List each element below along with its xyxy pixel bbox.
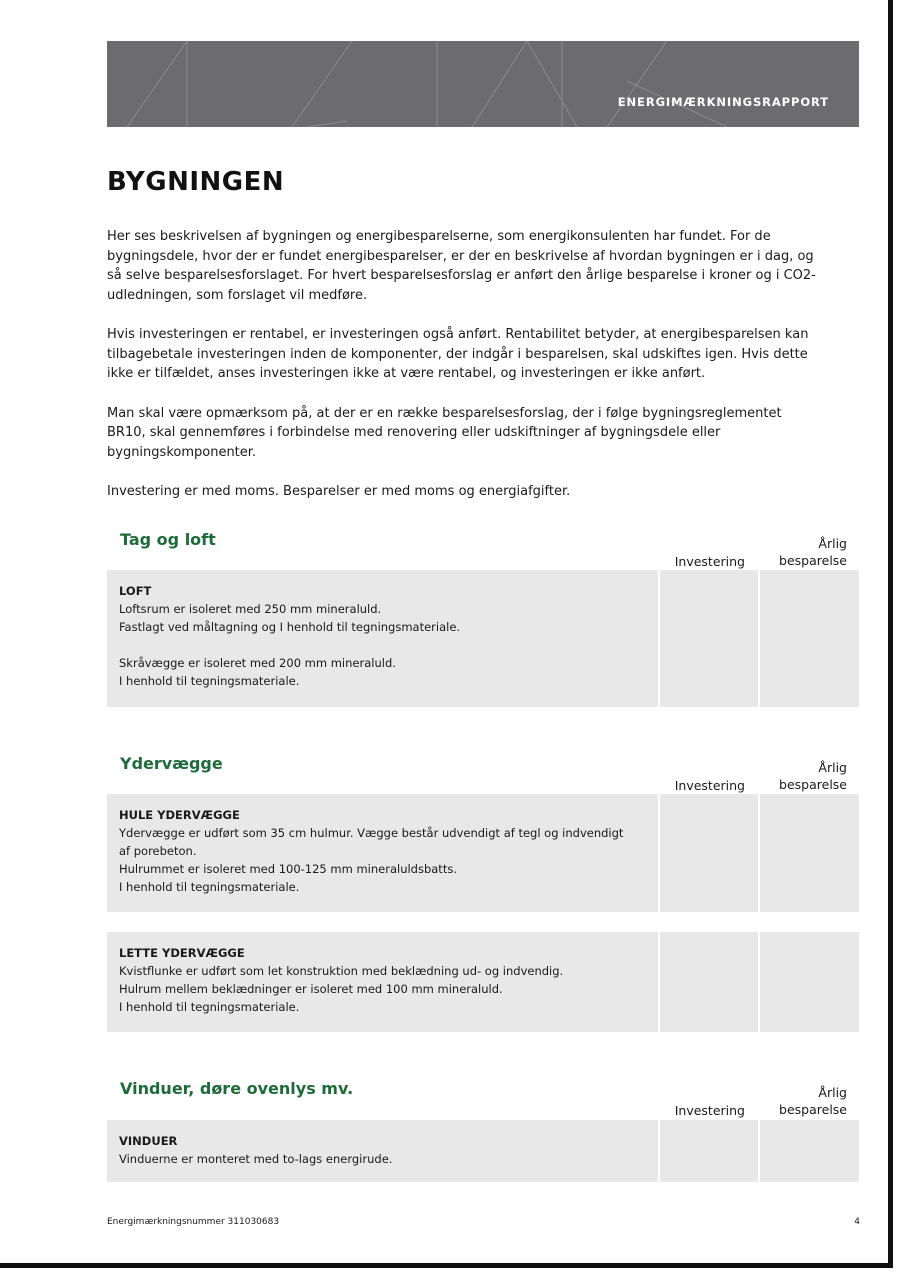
column-header-line: besparelse — [779, 553, 847, 568]
row-line: af porebeton. — [119, 844, 197, 858]
row-description — [107, 1120, 658, 1182]
table-row-vinduer — [107, 1120, 859, 1182]
row-line: Hulrum mellem beklædninger er isoleret med 100 mm mineraluld. — [119, 982, 503, 996]
investering-cell — [660, 932, 758, 1032]
column-header-aarlig-besparelse — [779, 535, 847, 569]
column-header-investering: Investering — [674, 778, 745, 793]
banner-pattern — [107, 41, 859, 127]
intro-paragraph: Hvis investeringen er rentabel, er investeringen også anført. Rentabilitet betyder, at energibesparelsen kan tilbagebetale investeringen inden de komponenter, der indgår i besparelsen, skal udskiftes igen. Hvis dette ikke er tilfældet, anses investeringen ikke at være rentabel, og investeringen er ikke anført. — [107, 327, 809, 381]
column-header-investering: Investering — [674, 554, 745, 569]
row-description — [107, 932, 658, 1032]
investering-cell — [660, 794, 758, 912]
section-title: Vinduer, døre ovenlys mv. — [120, 1079, 354, 1098]
table-row-lette-ydervaegge — [107, 932, 859, 1032]
footer-page-number: 4 — [854, 1217, 860, 1227]
row-title: LOFT — [119, 584, 152, 598]
page-title: BYGNINGEN — [107, 167, 285, 197]
besparelse-cell — [760, 570, 859, 707]
row-line: Hulrummet er isoleret med 100-125 mm mineraluldsbatts. — [119, 862, 457, 876]
column-header-line: Årlig — [818, 1085, 847, 1100]
besparelse-cell — [760, 794, 859, 912]
section-title: Ydervægge — [120, 754, 223, 773]
intro-paragraph: Investering er med moms. Besparelser er med moms og energiafgifter. — [107, 484, 571, 499]
row-gap — [119, 636, 646, 654]
intro-paragraph: Man skal være opmærksom på, at der er en række besparelsesforslag, der i følge bygningsreglementet BR10, skal gennemføres i forbindelse med renovering eller udskiftninger af bygningsdele eller bygningskomponenter. — [107, 405, 782, 460]
section-header-vinduer — [107, 1072, 859, 1122]
investering-cell — [660, 1120, 758, 1182]
intro-text — [107, 227, 819, 522]
table-row-hule-ydervaegge — [107, 794, 859, 912]
row-line: Kvistflunke er udført som let konstruktion med beklædning ud- og indvendig. — [119, 964, 564, 978]
row-line: I henhold til tegningsmateriale. — [119, 1000, 300, 1014]
row-line: I henhold til tegningsmateriale. — [119, 880, 300, 894]
column-header-line: besparelse — [779, 1102, 847, 1117]
intro-paragraph: Her ses beskrivelsen af bygningen og energibesparelserne, som energikonsulenten har fundet. For de bygningsdele, hvor der er fundet energibesparelser, er der en beskrivelse af hvordan bygningen er i dag, og så selve besparelsesforslaget. For hvert besparelsesforslag er anført den årlige besparelse i kroner og i CO2-udledningen, som forslaget vil medføre. — [107, 229, 816, 303]
section-title: Tag og loft — [120, 530, 216, 549]
column-header-aarlig-besparelse — [779, 1084, 847, 1118]
row-title: VINDUER — [119, 1134, 178, 1148]
row-description — [107, 570, 658, 707]
besparelse-cell — [760, 932, 859, 1032]
column-header-investering: Investering — [674, 1103, 745, 1118]
footer-energy-label-number: Energimærkningsnummer 311030683 — [107, 1217, 280, 1227]
table-row-loft — [107, 570, 859, 707]
besparelse-cell — [760, 1120, 859, 1182]
column-header-aarlig-besparelse — [779, 759, 847, 793]
column-header-line: besparelse — [779, 777, 847, 792]
row-title: HULE YDERVÆGGE — [119, 808, 240, 822]
row-line: I henhold til tegningsmateriale. — [119, 674, 300, 688]
row-line: Fastlagt ved måltagning og I henhold til tegningsmateriale. — [119, 620, 461, 634]
row-line: Ydervægge er udført som 35 cm hulmur. Vægge består udvendigt af tegl og indvendigt — [119, 826, 624, 840]
banner-title: ENERGIMÆRKNINGSRAPPORT — [617, 95, 829, 109]
investering-cell — [660, 570, 758, 707]
header-banner — [107, 41, 859, 127]
row-line: Vinduerne er monteret med to-lags energirude. — [119, 1152, 393, 1166]
section-header-tag-og-loft — [107, 523, 859, 573]
row-title: LETTE YDERVÆGGE — [119, 946, 245, 960]
section-header-ydervaegge — [107, 747, 859, 797]
row-description — [107, 794, 658, 912]
row-line: Loftsrum er isoleret med 250 mm mineraluld. — [119, 602, 382, 616]
column-header-line: Årlig — [818, 760, 847, 775]
row-line: Skråvægge er isoleret med 200 mm mineraluld. — [119, 656, 396, 670]
column-header-line: Årlig — [818, 536, 847, 551]
